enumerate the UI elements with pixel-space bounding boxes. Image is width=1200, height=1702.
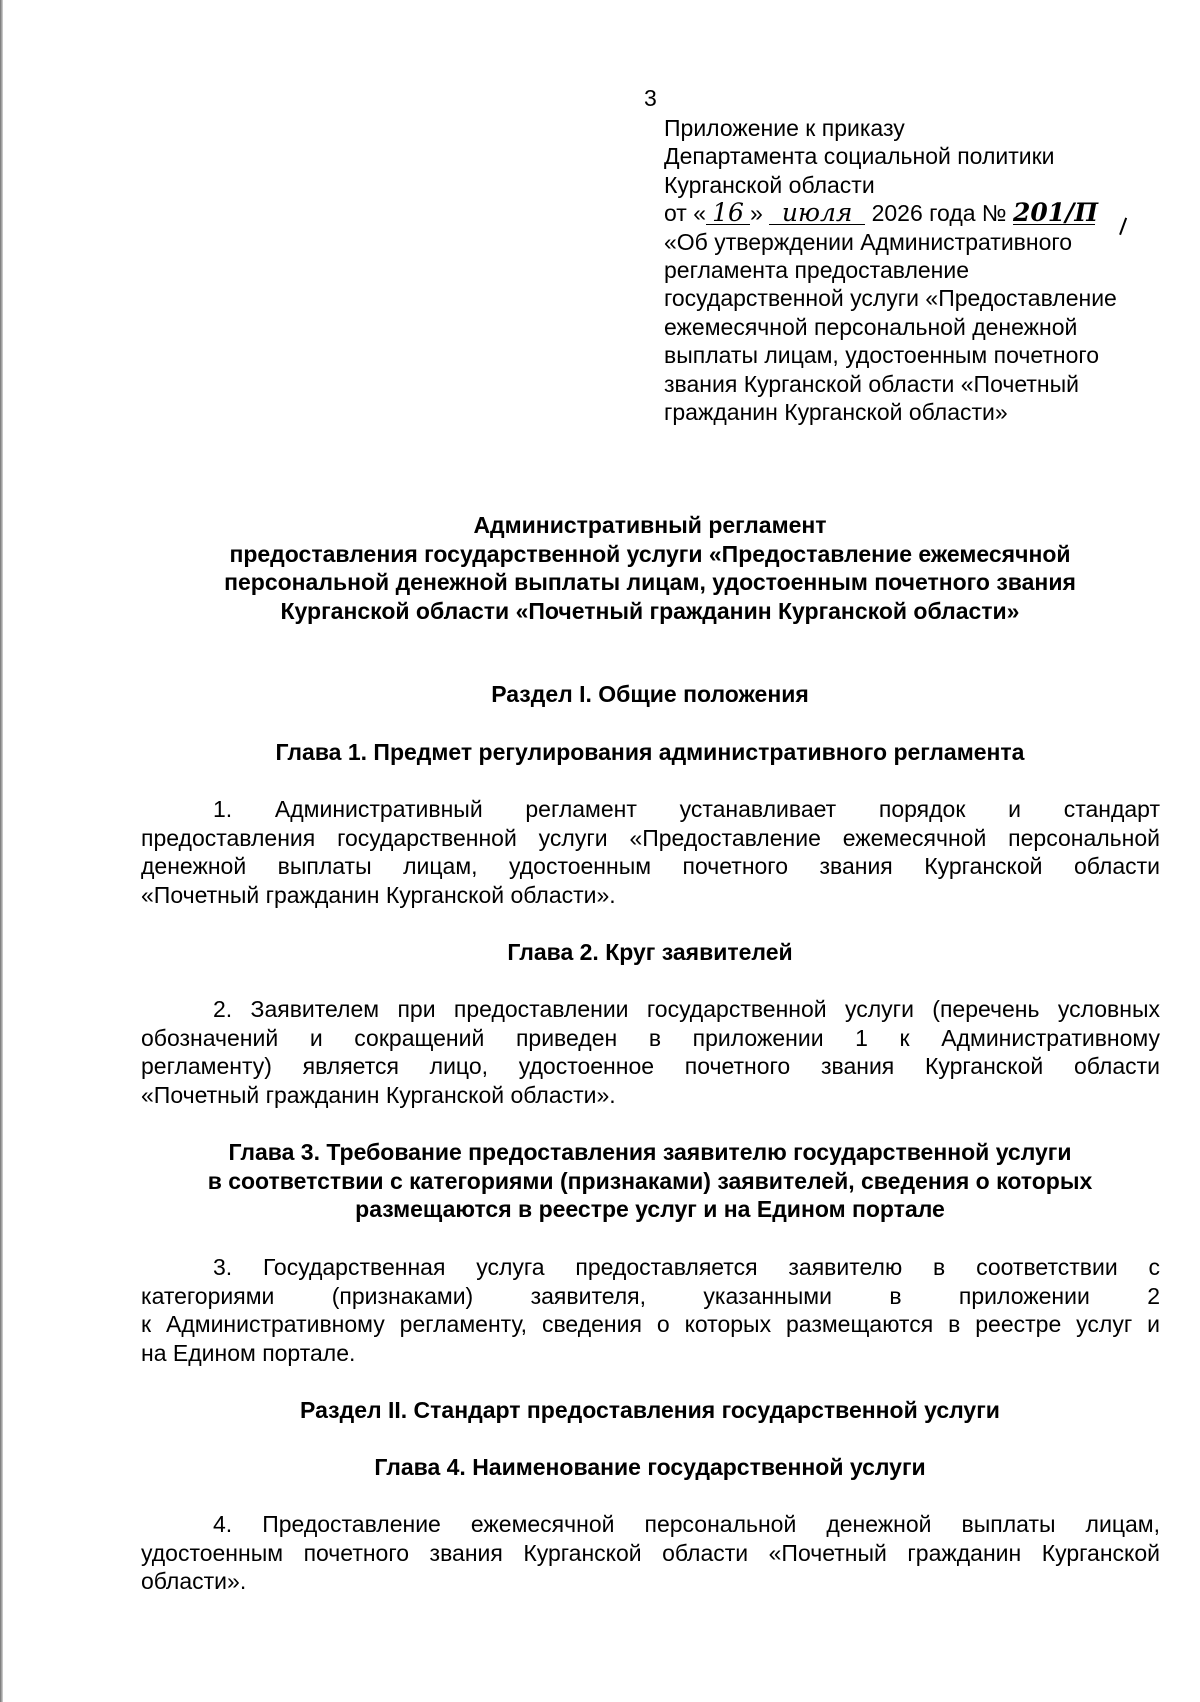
appendix-line: Курганской области (664, 171, 875, 198)
section-heading: Раздел II. Стандарт предоставления государственной услуги (300, 1397, 1000, 1423)
date-year-text: 2026 года № (871, 200, 1007, 227)
chapter-heading (140, 1138, 1160, 1224)
section-heading: Раздел I. Общие положения (491, 681, 809, 707)
document-title-line: предоставления государственной услуги «Предоставление ежемесячной (229, 540, 1071, 567)
appendix-title-line: гражданин Курганской области» (664, 399, 1008, 426)
chapter-heading-line: в соответствии с категориями (признаками) заявителей, сведения о которых (207, 1167, 1093, 1194)
paragraph (141, 795, 1160, 909)
date-prefix: от « (664, 200, 707, 227)
paragraph-line: удостоенным почетного звания Курганской области «Почетный гражданин Курганской (141, 1539, 1160, 1566)
paragraph-line: 2. Заявителем при предоставлении государственной услуги (перечень условных (213, 996, 1160, 1022)
handwritten-order-number: 201/П (1013, 198, 1098, 228)
date-quote-close: » (750, 200, 763, 227)
paragraph (141, 995, 1160, 1109)
appendix-title-line: звания Курганской области «Почетный (664, 370, 1079, 397)
paragraph-line: 4. Предоставление ежемесячной персональной денежной выплаты лицам, (213, 1511, 1160, 1537)
paragraph-line: 1. Административный регламент устанавливает порядок и стандарт (213, 796, 1160, 822)
document-title-line: Административный регламент (473, 512, 827, 538)
paragraph-line: обозначений и сокращений приведен в приложении 1 к Административному (141, 1024, 1160, 1051)
page-number: 3 (644, 85, 657, 111)
paragraph-line: категориями (признаками) заявителя, указанными в приложении 2 (141, 1282, 1160, 1309)
appendix-title-line: «Об утверждении Административного (664, 228, 1073, 255)
chapter-heading-line: размещаются в реестре услуг и на Едином портале (355, 1196, 945, 1222)
order-date-line (664, 199, 1164, 227)
appendix-title-line: государственной услуги «Предоставление (664, 285, 1117, 312)
paragraph-line: денежной выплаты лицам, удостоенным почетного звания Курганской области (141, 853, 1160, 879)
paragraph (141, 1253, 1160, 1367)
paragraph-line: на Едином портале. (141, 1339, 356, 1366)
chapter-heading: Глава 2. Круг заявителей (507, 939, 793, 965)
document-title-line: Курганской области «Почетный гражданин Курганской области» (280, 597, 1020, 624)
paragraph-line: «Почетный гражданин Курганской области». (141, 1081, 616, 1108)
appendix-line: Приложение к приказу (664, 115, 905, 141)
appendix-title-line: выплаты лицам, удостоенным почетного (664, 342, 1100, 369)
handwritten-month: июля (769, 202, 865, 225)
paragraph-line: «Почетный гражданин Курганской области». (141, 881, 616, 908)
paragraph (141, 1510, 1160, 1596)
appendix-line: Департамента социальной политики (664, 143, 1055, 170)
paragraph-line: предоставления государственной услуги «Предоставление ежемесячной персональной (141, 824, 1160, 851)
appendix-title-line: регламента предоставление (664, 257, 969, 284)
handwritten-day: 16 (706, 202, 750, 225)
paragraph-line: регламенту) является лицо, удостоенное почетного звания Курганской области (141, 1053, 1160, 1079)
chapter-heading-line: Глава 3. Требование предоставления заявителю государственной услуги (228, 1139, 1072, 1165)
document-title-line: персональной денежной выплаты лицам, удостоенным почетного звания (224, 569, 1076, 595)
chapter-heading: Глава 4. Наименование государственной услуги (374, 1454, 926, 1480)
scan-edge (0, 0, 3, 1702)
document-title (140, 511, 1160, 625)
paragraph-line: к Административному регламенту, сведения о которых размещаются в реестре услуг и (141, 1311, 1160, 1337)
paragraph-line: 3. Государственная услуга предоставляется заявителю в соответствии с (213, 1254, 1160, 1280)
chapter-heading: Глава 1. Предмет регулирования административного регламента (275, 739, 1025, 765)
appendix-block (664, 114, 1164, 426)
paragraph-line: области». (141, 1568, 247, 1594)
appendix-title-line: ежемесячной персональной денежной (664, 313, 1078, 340)
